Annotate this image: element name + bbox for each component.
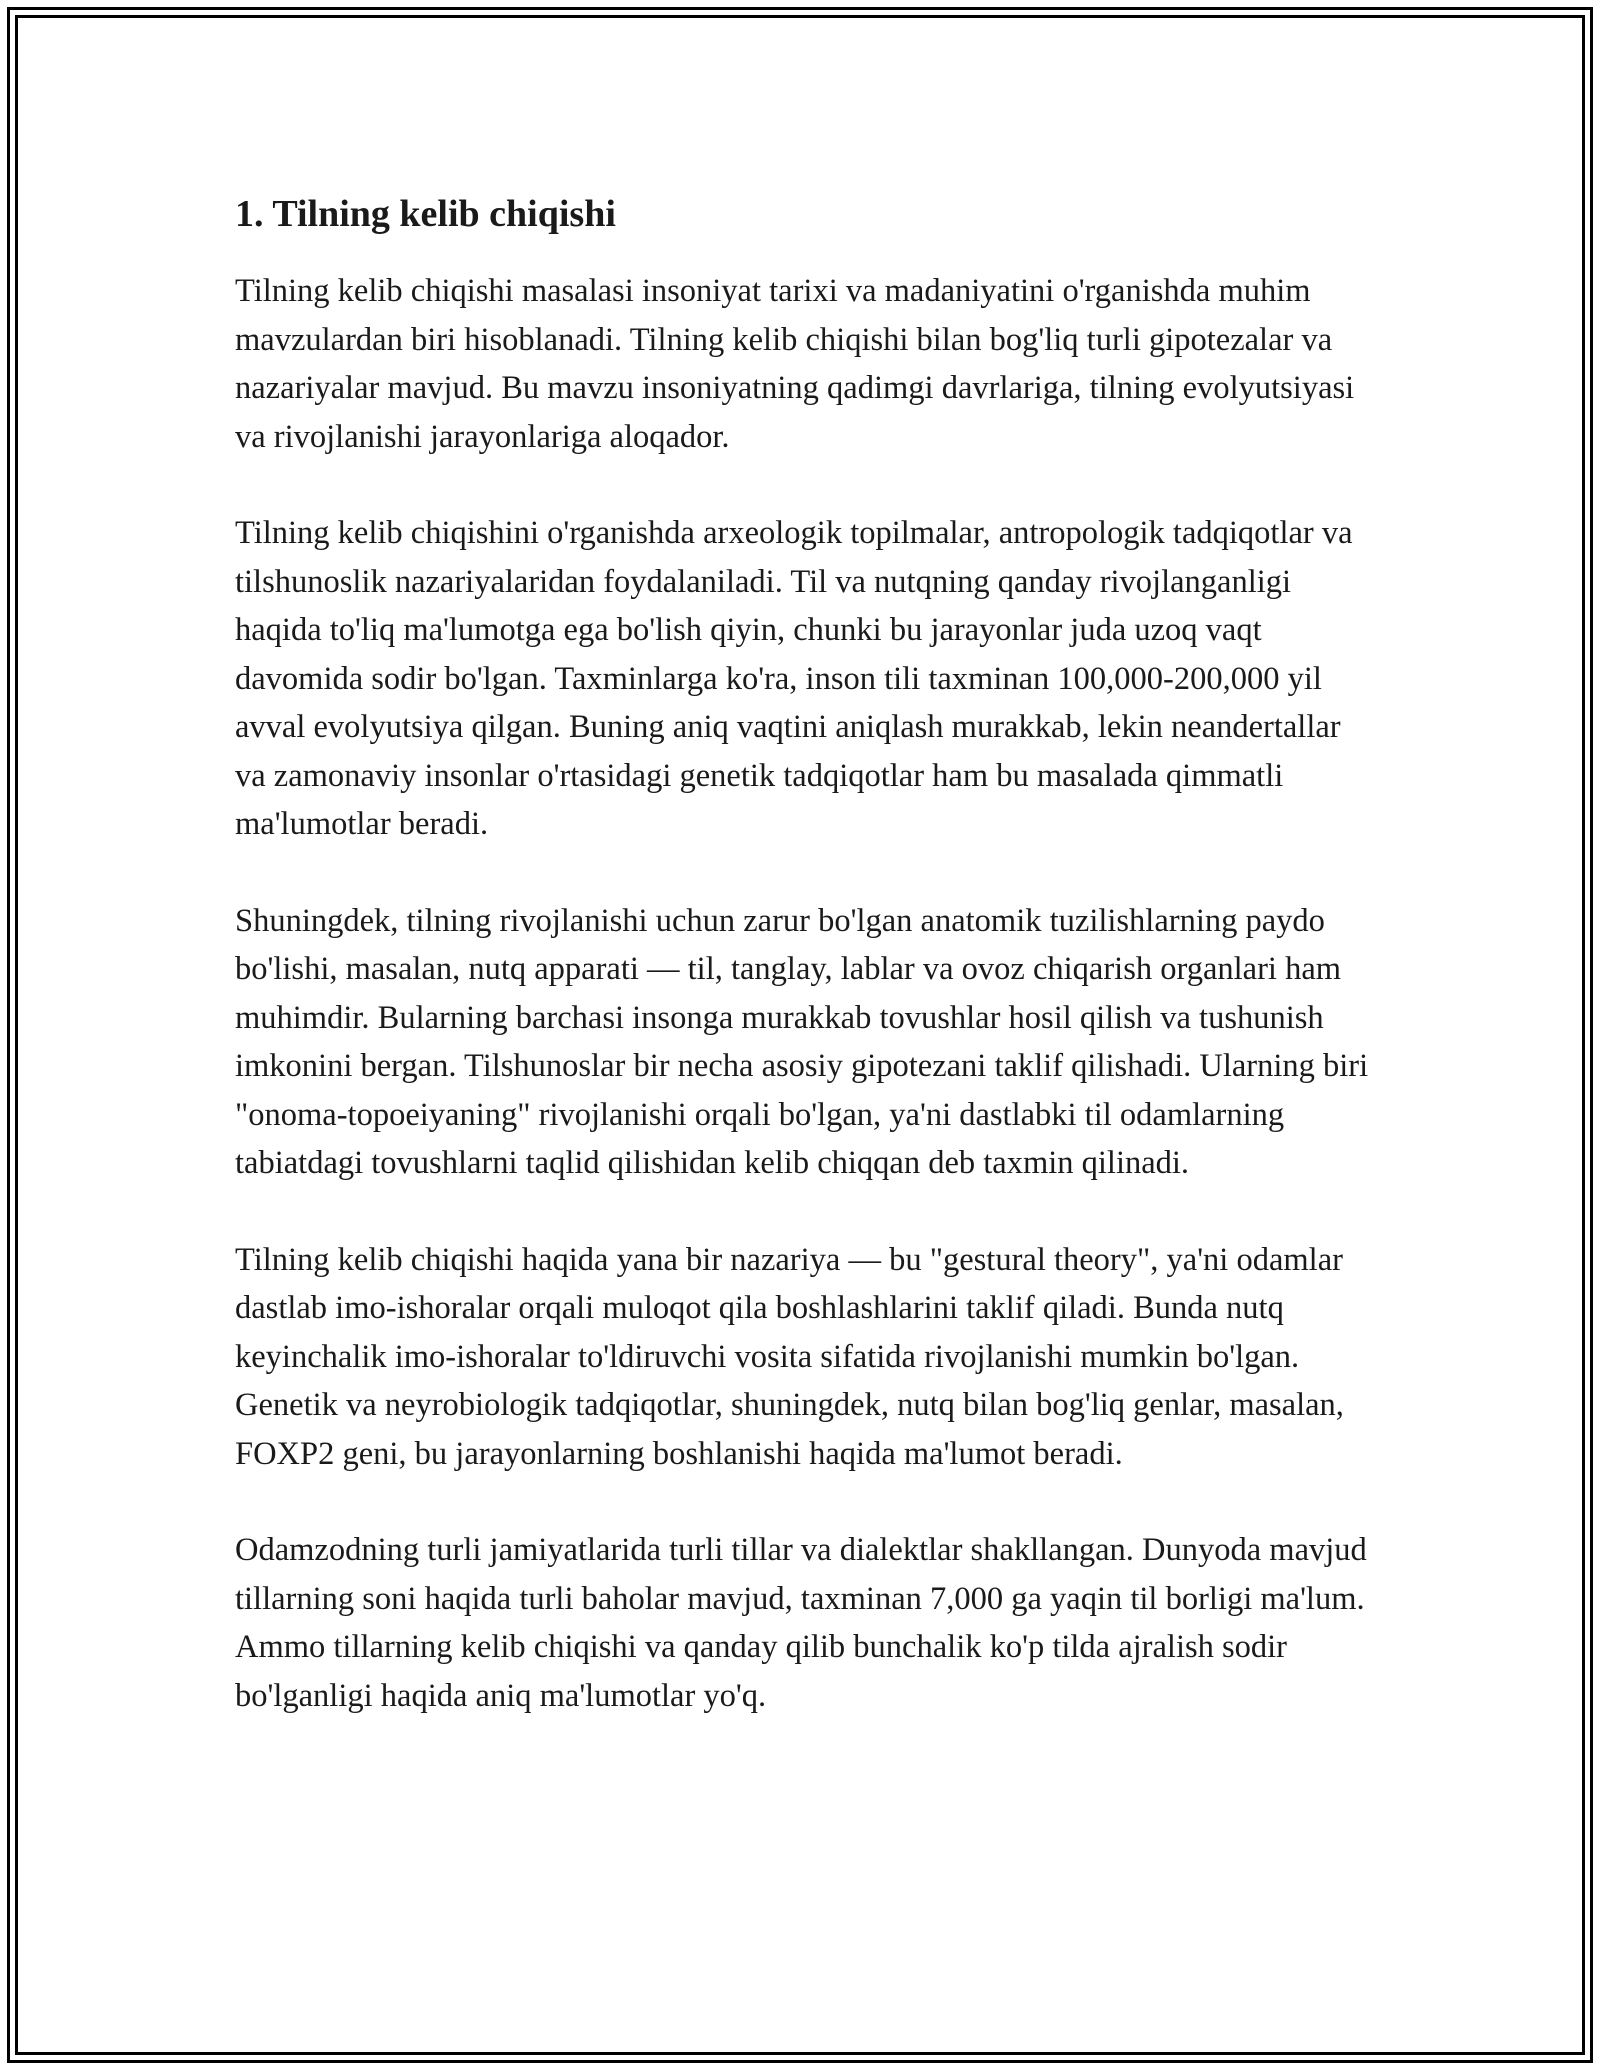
section-heading: 1. Tilning kelib chiqishi [235,193,616,235]
document-body [235,185,1375,1768]
paragraph-5: Odamzodning turli jamiyatlarida turli tillar va dialektlar shakllangan. Dunyoda mavjud tillarning soni haqida turli baholar mavjud, taxminan 7,000 ga yaqin til borligi ma'lum. Ammo tillarning kelib chiqishi va qanday qilib bunchalik ko'p tilda ajralish sodir bo'lganligi haqida aniq ma'lumotlar yo'q. [235,1532,1367,1714]
paragraph-4: Tilning kelib chiqishi haqida yana bir nazariya — bu "gestural theory", ya'ni odamlar dastlab imo-ishoralar orqali muloqot qila boshlashlarini taklif qiladi. Bunda nutq keyinchalik imo-ishoralar to'ldiruvchi vosita sifatida rivojlanishi mumkin bo'lgan. Genetik va neyrobiologik tadqiqotlar, shuningdek, nutq bilan bog'liq genlar, masalan, FOXP2 geni, bu jarayonlarning boshlanishi haqida ma'lumot beradi. [235,1241,1344,1472]
paragraph-1: Tilning kelib chiqishi masalasi insoniyat tarixi va madaniyatini o'rganishda muhim mavzulardan biri hisoblanadi. Tilning kelib chiqishi bilan bog'liq turli gipotezalar va nazariyalar mavjud. Bu mavzu insoniyatning qadimgi davrlariga, tilning evolyutsiyasi va rivojlanishi jarayonlariga aloqador. [235,273,1355,455]
paragraph-3: Shuningdek, tilning rivojlanishi uchun zarur bo'lgan anatomik tuzilishlarning paydo bo'lishi, masalan, nutq apparati — til, tanglay, lablar va ovoz chiqarish organlari ham muhimdir. Bularning barchasi insonga murakkab tovushlar hosil qilish va tushunish imkonini bergan. Tilshunoslar bir necha asosiy gipotezani taklif qilishadi. Ularning biri "onoma-topoeiyaning" rivojlanishi orqali bo'lgan, ya'ni dastlabki til odamlarning tabiatdagi tovushlarni taqlid qilishidan kelib chiqqan deb taxmin qilinadi. [235,902,1369,1181]
paragraph-2: Tilning kelib chiqishini o'rganishda arxeologik topilmalar, antropologik tadqiqotlar va tilshunoslik nazariyalaridan foydalaniladi. Til va nutqning qanday rivojlanganligi haqida to'liq ma'lumotga ega bo'lish qiyin, chunki bu jarayonlar juda uzoq vaqt davomida sodir bo'lgan. Taxminlarga ko'ra, inson tili taxminan 100,000-200,000 yil avval evolyutsiya qilgan. Buning aniq vaqtini aniqlash murakkab, lekin neandertallar va zamonaviy insonlar o'rtasidagi genetik tadqiqotlar ham bu masalada qimmatli ma'lumotlar beradi. [235,515,1353,842]
